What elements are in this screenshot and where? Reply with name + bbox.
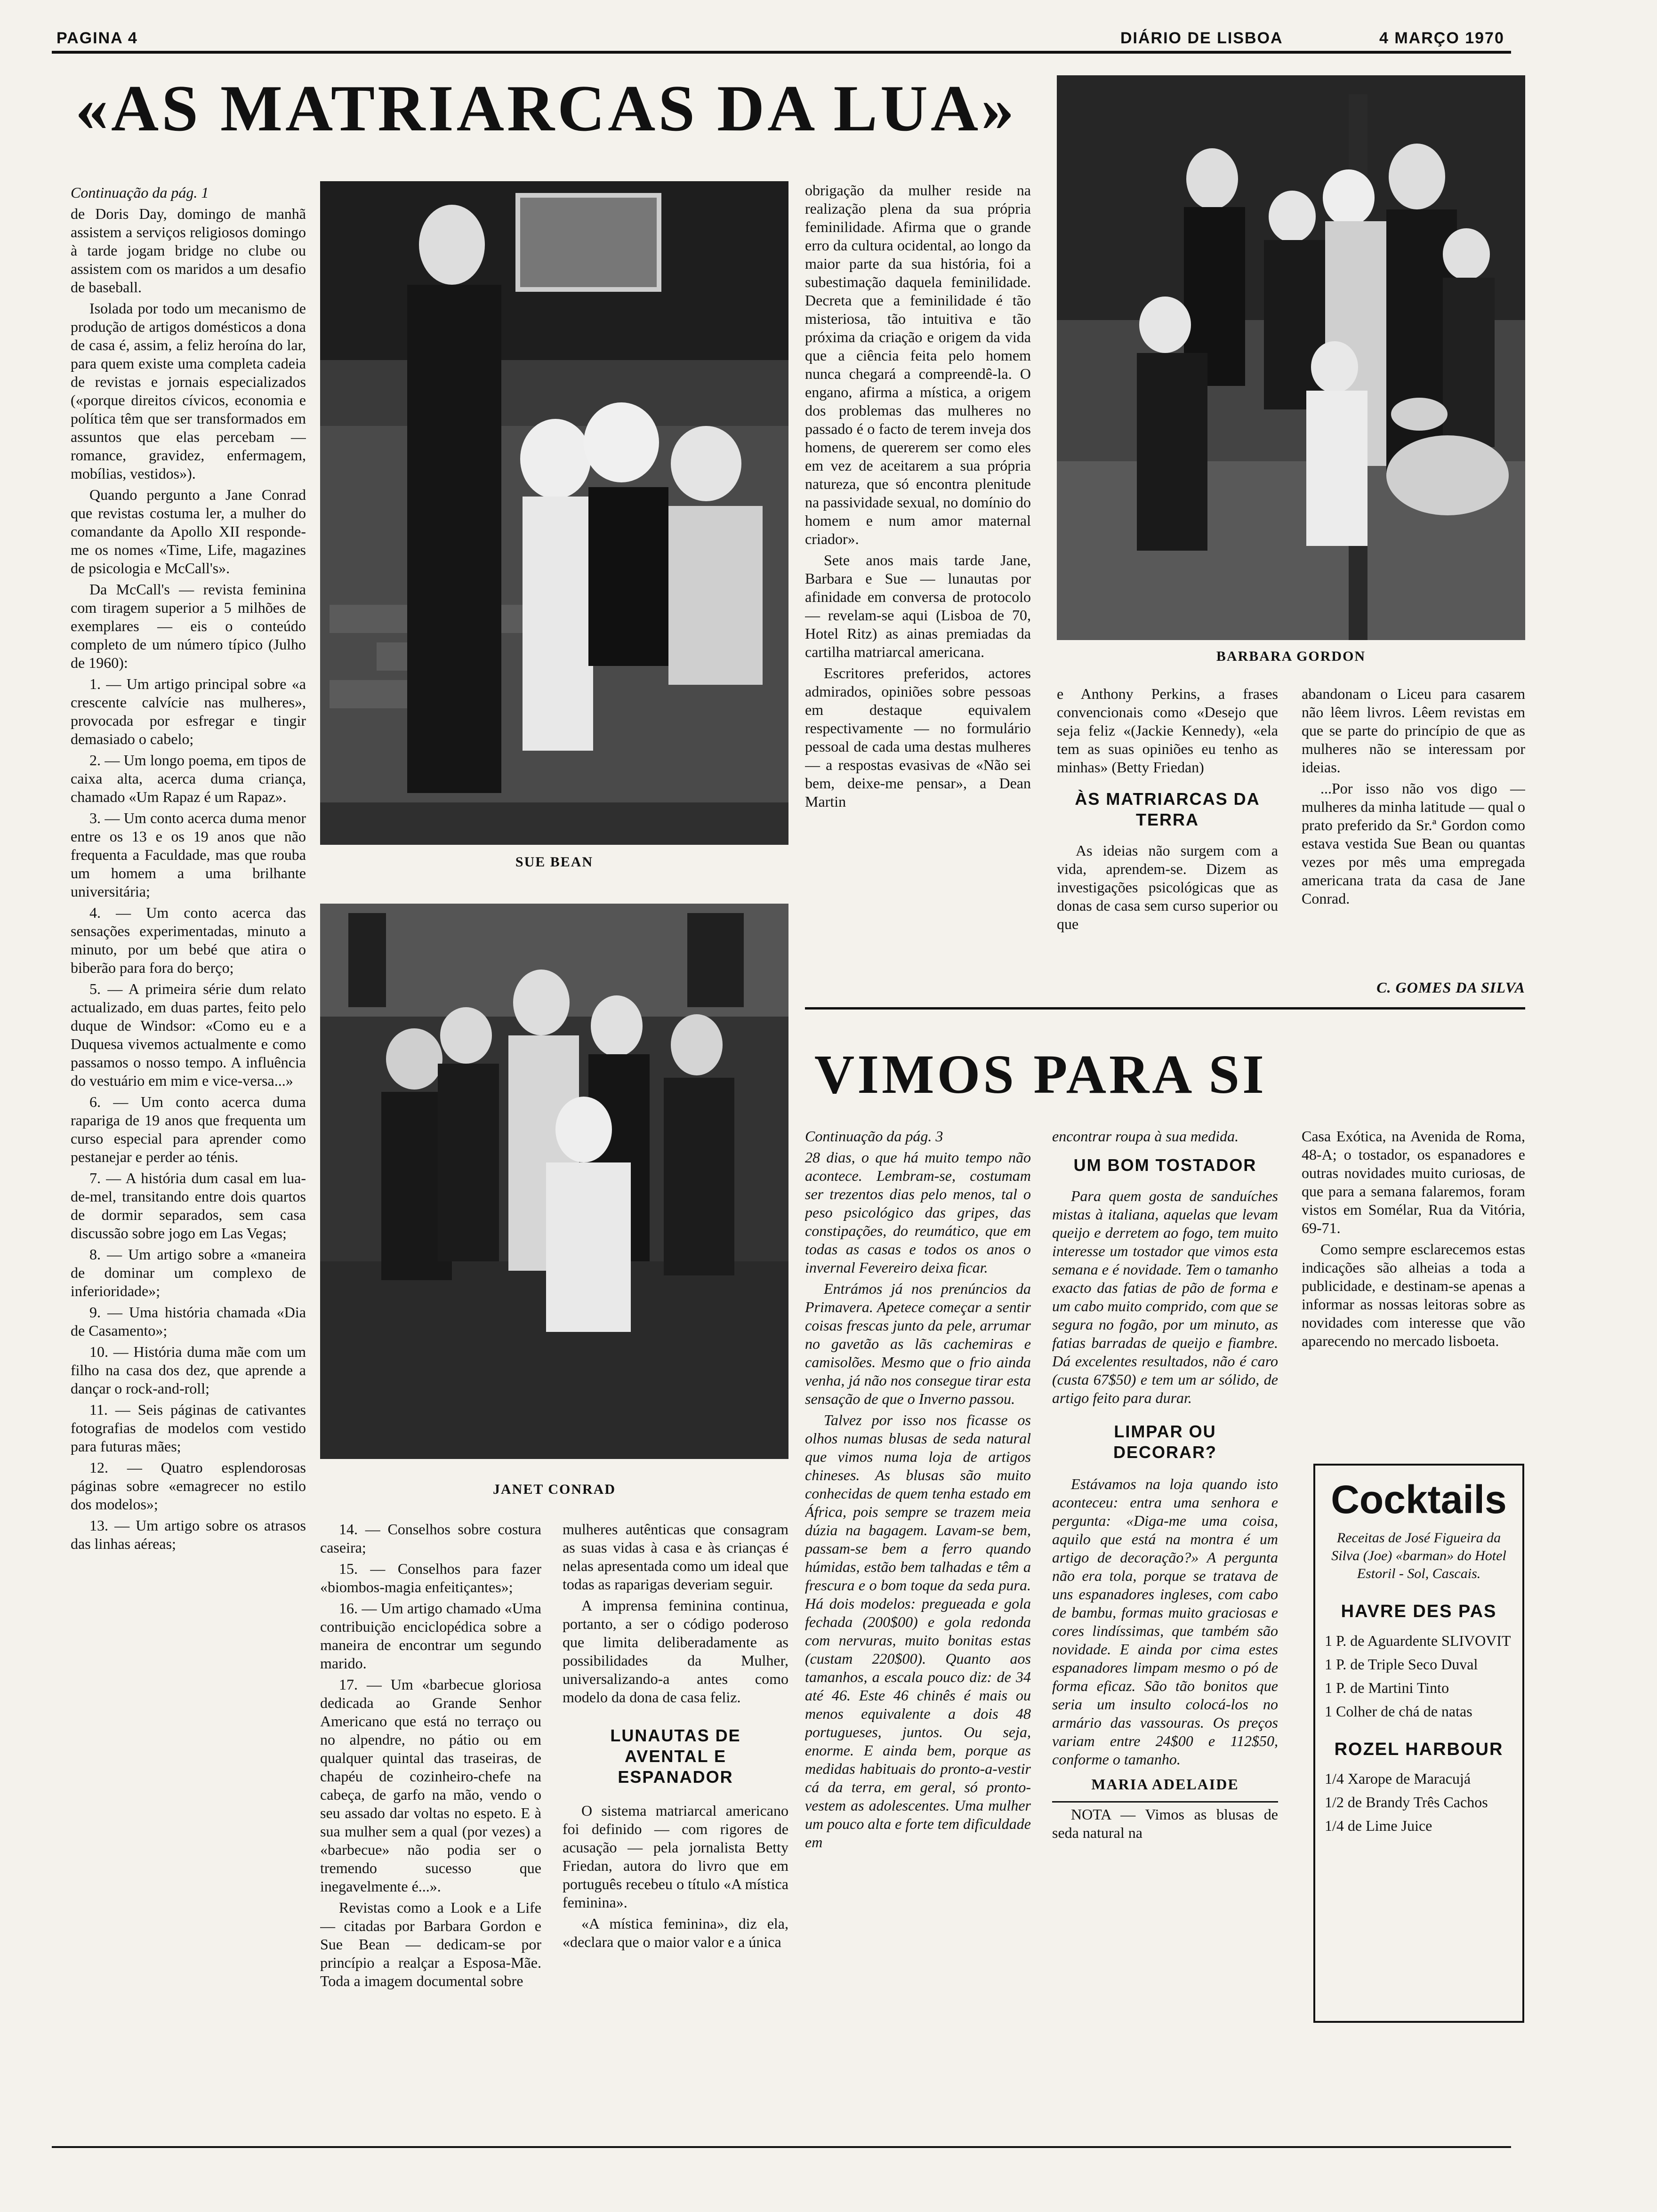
subhead-limpar-decorar: LIMPAR OU DECORAR?: [1113, 1422, 1217, 1462]
vimos-column-1: [805, 1127, 1031, 2050]
author-signature: C. GOMES DA SILVA: [1376, 979, 1525, 996]
cocktails-title: Cocktails: [1331, 1477, 1507, 1522]
list-item: 12. — Quatro esplendorosas páginas sobre «emagrecer no estilo dos modelos»;: [71, 1459, 306, 1513]
paragraph: «A mística feminina», diz ela, «declara que o maior valor e a única: [563, 1915, 788, 1950]
photo-janet-conrad: [320, 904, 788, 1459]
recipe-ingredient: 1/4 de Lime Juice: [1325, 1817, 1432, 1834]
list-item: 2. — Um longo poema, em tipos de caixa alta, acerca duma criança, chamado «Um Rapaz é um Rapaz».: [71, 752, 306, 805]
paragraph: ...Por isso não vos digo — mulheres da minha latitude — qual o prato preferido da Sr.ª Gordon como estava vestida Sue Bean ou quantas vezes por mês uma empregada americana trata da casa de Jane Conrad.: [1302, 780, 1525, 907]
photo-barbara-gordon: [1057, 75, 1525, 640]
recipe-ingredient: 1 P. de Triple Seco Duval: [1325, 1656, 1478, 1673]
photo-caption-janet-conrad: JANET CONRAD: [493, 1482, 616, 1497]
paragraph: A imprensa feminina continua, portanto, a ser o código poderoso que limita deliberadamente as possibilidades da Mulher, universalizando-a antes como modelo da dona de casa feliz.: [563, 1597, 788, 1706]
paragraph: de Doris Day, domingo de manhã assistem a serviços religiosos domingo à tarde jogam bridge no clube ou assistem com os maridos a um desafio de baseball.: [71, 205, 306, 296]
header-rule: [52, 51, 1511, 54]
subhead-matriarcas-terra: ÀS MATRIARCAS DA TERRA: [1075, 789, 1260, 829]
list-item: 6. — Um conto acerca duma rapariga de 19 anos que frequenta um curso especial para aprender como pestanejar e perder ao ténis.: [71, 1093, 306, 1165]
continuation-note: Continuação da pág. 3: [805, 1128, 943, 1145]
recipe-ingredient: 1 P. de Aguardente SLIVOVIT: [1325, 1632, 1511, 1649]
paragraph: mulheres autênticas que consagram as suas vidas à casa e às crianças é nelas apresentada como um ideal que todas as raparigas deveriam seguir.: [563, 1521, 788, 1593]
issue-date: 4 MARÇO 1970: [1379, 29, 1504, 47]
paragraph: Entrámos já nos prenúncios da Primavera. Apetece começar a sentir coisas frescas junto da pele, arrumar no gavetão as lãs cachemiras e camisolões. Mesmo que o frio ainda venha, já não nos consegue tirar esta sensação de que o Inverno passou.: [805, 1280, 1031, 1407]
cocktails-box: [1313, 1464, 1524, 2023]
list-item: 14. — Conselhos sobre costura caseira;: [320, 1521, 541, 1556]
article-column-2: [320, 1520, 541, 2047]
paragraph: Isolada por todo um mecanismo de produção de artigos domésticos a dona de casa é, assim, a feliz heroína do lar, para quem existe uma completa cadeia de revistas e jornais especializados («porque direitos cívicos, economia e política têm que ser transformados em assuntos que elas percebam — romance, gravidez, enfermagem, mobílias, vestidos»).: [71, 300, 306, 482]
list-item: 9. — Uma história chamada «Dia de Casamento»;: [71, 1304, 306, 1339]
paragraph: Da McCall's — revista feminina com tiragem superior a 5 milhões de exemplares — eis o conteúdo completo de um número típico (Julho de 1960):: [71, 581, 306, 671]
paragraph: 28 dias, o que há muito tempo não acontece. Lembram-se, costumam ser trezentos dias pelo menos, tal o peso psicológico das gripes, das constipações, do reumático, que em todas as casas e todos os anos o invernal Fevereiro deixa ficar.: [805, 1149, 1031, 1276]
recipe-ingredient: 1 P. de Martini Tinto: [1325, 1679, 1449, 1696]
list-item: 8. — Um artigo sobre a «maneira de dominar um complexo de inferioridade»;: [71, 1246, 306, 1299]
subhead-lunautas: LUNAUTAS DE AVENTAL E ESPANADOR: [610, 1726, 741, 1787]
list-item: 13. — Um artigo sobre os atrasos das linhas aéreas;: [71, 1517, 306, 1552]
paragraph: Como sempre esclarecemos estas indicações são alheias a toda a publicidade, e destinam-se apenas a informar as nossas leitoras sobre as novidades com interesse que vão aparecendo no mercado lisboeta.: [1302, 1241, 1525, 1349]
article-column-4: [1057, 685, 1278, 1000]
recipe-name: ROZEL HARBOUR: [1334, 1739, 1504, 1759]
paragraph: abandonam o Liceu para casarem não lêem livros. Lêem revistas em que se parte do princípio de que as mulheres não se interessam por ideias.: [1302, 685, 1525, 776]
subhead-bom-tostador: UM BOM TOSTADOR: [1073, 1155, 1257, 1175]
section-headline-vimos: VIMOS PARA SI: [814, 1043, 1267, 1105]
recipe-ingredient: 1/2 de Brandy Três Cachos: [1325, 1794, 1488, 1811]
recipe-ingredient: 1/4 Xarope de Maracujá: [1325, 1770, 1471, 1787]
section-divider: [805, 1007, 1525, 1010]
paragraph: Talvez por isso nos ficasse os olhos numas blusas de seda natural que vimos numa loja de artigos chineses. As blusas são muito conhecidas de quem tenha estado em África, pois sempre se trazem meia dúzia na bagagem. Lavam-se bem, passam-se bem a ferro quando húmidas, estão bem talhadas e têm a frescura e o bom toque da seda pura. Há dois modelos: pregueada e gola fechada (200$00) e gola redonda com nervuras, muito bonitas estas (custam 220$00). Quanto aos tamanhos, a escala pouco diz: de 34 até 46. Este 46 chinês é mais ou menos equivalente a dois 48 portugueses, juntos. Ou seja, enorme. E ainda bem, porque as medidas habituais do pronto-a-vestir cá da terra, em geral, só pronto-vestem as adolescentes. Uma mulher um pouco alta e forte tem dificuldade em: [805, 1411, 1031, 1851]
paragraph: Casa Exótica, na Avenida de Roma, 48-A; o tostador, os espanadores e outras novidades muito curiosas, de que para a semana falaremos, foram vistos em Somélar, Rua da Vitória, 69-71.: [1302, 1128, 1525, 1236]
continuation-note: Continuação da pág. 1: [71, 184, 209, 201]
list-item: 1. — Um artigo principal sobre «a crescente calvície nas mulheres», provocada por esfregar e tingir demasiado o cabelo;: [71, 675, 306, 747]
cocktails-credit: Receitas de José Figueira da Silva (Joe) «barman» do Hotel Estoril - Sol, Cascais.: [1331, 1530, 1506, 1581]
paragraph: Estávamos na loja quando isto aconteceu: entra uma senhora e pergunta: «Diga-me uma coisa, aquilo que está na montra é um artigo de decoração?» A pergunta não era tola, porque se tratava de uns espanadores ingleses, com cabo de bambu, formas muito graciosas e cores lindíssimas, que também são novidade. E ainda por cima estes espanadores limpam mesmo o pó de forma eficaz. São tão bonitos que seria um insulto colocá-los no armário das vassouras. Os preços variam entre 24$00 e 112$50, conforme o tamanho.: [1052, 1475, 1278, 1768]
paragraph: Quando pergunto a Jane Conrad que revistas costuma ler, a mulher do comandante da Apollo XII responde-me os nomes «Time, Life, magazines de psicologia e McCall's».: [71, 486, 306, 577]
list-item: 3. — Um conto acerca duma menor entre os 13 e os 19 anos que não frequenta a Faculdade, mas que rouba um homem a uma brilhante universitária;: [71, 809, 306, 900]
paragraph: obrigação da mulher reside na realização plena da sua própria feminilidade. Afirma que o grande erro da cultura ocidental, ao longo da maior parte da sua história, foi a subestimação daquela feminilidade. Decreta que a feminilidade é tão misteriosa, tão intuitiva e tão próxima da criação e origem da vida que a ciência feita pelo homem nunca chegará a compreendê-la. O engano, afirma a mística, a origem dos problemas das mulheres no passado é o facto de terem inveja dos homens, de quererem ser como eles em vez de aceitarem a sua própria natureza, que só encontra plenitude na passividade sexual, no domínio do homem e num amor maternal criador».: [805, 182, 1031, 547]
paragraph: e Anthony Perkins, a frases convencionais como «Desejo que seja feliz «(Jackie Kennedy), «ela tem as suas opiniões eu tenho as minhas» (Betty Friedan): [1057, 685, 1278, 776]
list-item: 10. — História duma mãe com um filho na casa dos dez, que aprende a dançar o rock-and-roll;: [71, 1343, 306, 1397]
article-column-5: [1302, 685, 1525, 977]
list-item: 15. — Conselhos para fazer «biombos-magia enfeitiçantes»;: [320, 1560, 541, 1595]
main-headline: «AS MATRIARCAS DA LUA»: [75, 72, 1017, 145]
paragraph: Revistas como a Look e a Life — citadas por Barbara Gordon e Sue Bean — dedicam-se por princípio a realçar a Esposa-Mãe. Toda a imagem documental sobre: [320, 1899, 541, 1989]
paragraph: Para quem gosta de sanduíches mistas à italiana, aquelas que levam queijo e derretem ao fogo, tem muito interesse um tostador que vimos esta semana e é novidade. Tem o tamanho exacto das fatias de pão de forma e um cabo muito comprido, com que se segura no fogão, por um minuto, as fatias barradas de queijo e fiambre. Dá excelentes resultados, não é caro (custa 67$50) e tem um ar sólido, de artigo feito para durar.: [1052, 1187, 1278, 1406]
article-column-3-bottom: [563, 1520, 788, 2047]
paragraph: encontrar roupa à sua medida.: [1052, 1128, 1239, 1145]
article-column-1: [71, 184, 306, 2047]
photo-caption-sue-bean: SUE BEAN: [515, 854, 594, 870]
list-item: 11. — Seis páginas de cativantes fotografias de modelos com vestido para futuras mães;: [71, 1401, 306, 1455]
list-item: 7. — A história dum casal em lua-de-mel, transitando entre dois quartos de dormir separados, sem casa discussão sobre jogo em Las Vegas;: [71, 1170, 306, 1242]
note: NOTA — Vimos as blusas de seda natural na: [1052, 1806, 1278, 1841]
recipe-ingredient: 1 Colher de chá de natas: [1325, 1703, 1472, 1720]
list-item: 5. — A primeira série dum relato actualizado, em duas partes, feito pelo duque de Windsor: «Como eu e a Duquesa vivemos actualmente e como passamos o nosso tempo. A influência do vestuário em mim e vice-versa...»: [71, 980, 306, 1089]
list-item: 17. — Um «barbecue gloriosa dedicada ao Grande Senhor Americano que está no terraço ou no alpendre, no pátio ou em qualquer quintal das traseiras, de chapéu de cozinheiro-chefe na cabeça, de garfo na mão, vendo o seu assado dar voltas no espeto. E à sua mulher sem a qual (por vezes) a «barbecue» não podia ser o tremendo sucesso que inegavelmente é...».: [320, 1676, 541, 1895]
list-item: 4. — Um conto acerca das sensações experimentadas, minuto a minuto, por um bebé que atira o biberão para fora do berço;: [71, 904, 306, 976]
footer-rule: [52, 2146, 1511, 2148]
recipe-name: HAVRE DES PAS: [1341, 1602, 1497, 1621]
paragraph: Sete anos mais tarde Jane, Barbara e Sue — lunautas por afinidade em conversa de protocolo — revelam-se aqui (Lisboa de 70, Hotel Ritz) as ainas premiadas da cartilha matriarcal americana.: [805, 552, 1031, 660]
paragraph: As ideias não surgem com a vida, aprendem-se. Dizem as investigações psicológicas que as donas de casa sem curso superior ou que: [1057, 842, 1278, 932]
paragraph: O sistema matriarcal americano foi definido — com rigores de acusação — pela jornalista Betty Friedan, autora do livro que em português recebeu o título «A mística feminina».: [563, 1802, 788, 1911]
list-item: 16. — Um artigo chamado «Uma contribuição enciclopédica sobre a maneira de encontrar um segundo marido.: [320, 1600, 541, 1672]
photo-sue-bean: [320, 181, 788, 845]
article-column-3: [805, 181, 1031, 991]
newspaper-name: DIÁRIO DE LISBOA: [1120, 29, 1283, 47]
author-signature: MARIA ADELAIDE: [1091, 1776, 1239, 1793]
page-number: PAGINA 4: [56, 29, 138, 47]
photo-caption-barbara-gordon: BARBARA GORDON: [1216, 649, 1366, 664]
note-rule: [1052, 1801, 1278, 1803]
paragraph: Escritores preferidos, actores admirados, opiniões sobre pessoas em destaque equivalem respectivamente — no formulário pessoal de cada uma destas mulheres — a respostas evasivas de «Não sei bem, deixe-me pensar», a Dean Martin: [805, 665, 1031, 810]
vimos-column-2: [1052, 1127, 1278, 2050]
